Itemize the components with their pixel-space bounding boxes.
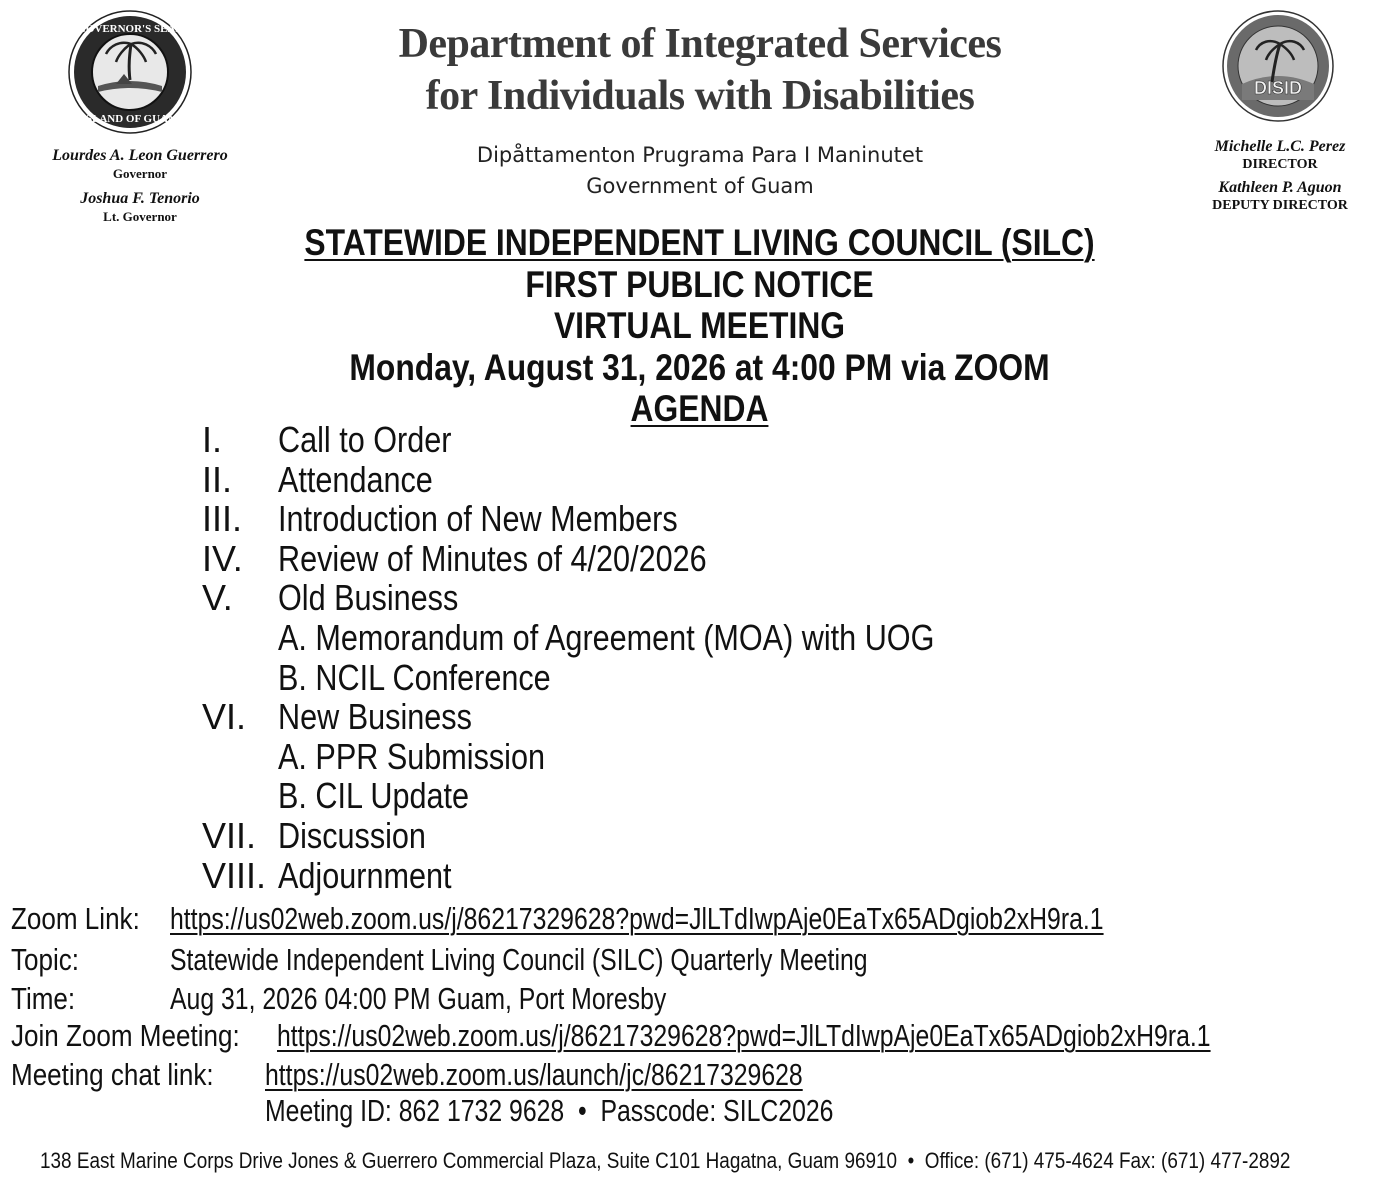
agenda-subitem: A. PPR Submission xyxy=(278,735,546,777)
agenda-subitem: B. CIL Update xyxy=(278,775,470,817)
chat-link-label: Meeting chat link: xyxy=(11,1057,214,1092)
passcode: Passcode: SILC2026 xyxy=(600,1093,834,1128)
governor-name: Lourdes A. Leon Guerrero xyxy=(52,147,228,164)
notice-type-heading: FIRST PUBLIC NOTICE xyxy=(525,264,874,305)
director-title: DIRECTOR xyxy=(1242,157,1318,172)
meeting-date-heading: Monday, August 31, 2026 at 4:00 PM via ZOOM xyxy=(349,347,1050,388)
agenda-item: IV. Review of Minutes of 4/20/2026 xyxy=(202,537,707,579)
director-name: Michelle L.C. Perez xyxy=(1214,138,1346,155)
time-label: Time: xyxy=(11,981,76,1016)
agenda-item: I. Call to Order xyxy=(202,419,452,460)
svg-text:DISID: DISID xyxy=(1253,78,1303,98)
agenda-item: VII. Discussion xyxy=(202,814,426,856)
lt-governor-title: Lt. Governor xyxy=(103,209,177,224)
department-title-line1: Department of Integrated Services xyxy=(398,21,1002,67)
agenda-list xyxy=(202,420,1102,895)
department-title-line2: for Individuals with Disabilities xyxy=(425,73,975,119)
disid-seal-logo xyxy=(1222,10,1334,122)
government-name: Government of Guam xyxy=(586,174,814,198)
deputy-director-title: DEPUTY DIRECTOR xyxy=(1212,198,1348,213)
department-subtitle xyxy=(380,140,1020,202)
agenda-item: II. Attendance xyxy=(202,458,433,500)
footer-address: 138 East Marine Corps Drive Jones & Guerrero Commercial Plaza, Suite C101 Hagatna, Guam 96910 xyxy=(40,1148,898,1173)
meeting-topic: Statewide Independent Living Council (SILC) Quarterly Meeting xyxy=(170,942,868,977)
zoom-link-label: Zoom Link: xyxy=(11,901,140,936)
agenda-item: V. Old Business xyxy=(202,577,459,619)
svg-text:ISLAND OF GUAM: ISLAND OF GUAM xyxy=(81,113,179,125)
chamorro-name: Dipåttamenton Prugrama Para I Maninutet xyxy=(476,143,924,167)
meeting-credentials xyxy=(265,1093,833,1129)
governor-title: Governor xyxy=(112,166,168,181)
lt-governor-name: Joshua F. Tenorio xyxy=(80,190,200,207)
meeting-type-heading: VIRTUAL MEETING xyxy=(553,305,846,346)
governors-seal-logo xyxy=(68,10,192,134)
meeting-id: Meeting ID: 862 1732 9628 xyxy=(265,1093,565,1128)
svg-text:GOVERNOR'S SEAL: GOVERNOR'S SEAL xyxy=(77,23,183,35)
meeting-chat-link[interactable]: https://us02web.zoom.us/launch/jc/86217329628 xyxy=(265,1057,803,1092)
footer-phones: Office: (671) 475-4624 Fax: (671) 477-2892 xyxy=(924,1148,1291,1173)
agenda-heading: AGENDA xyxy=(630,388,769,429)
council-heading: STATEWIDE INDEPENDENT LIVING COUNCIL (SILC) xyxy=(304,222,1095,263)
right-officials xyxy=(1180,137,1380,213)
topic-label: Topic: xyxy=(11,942,80,977)
agenda-subitem: A. Memorandum of Agreement (MOA) with UOG xyxy=(278,616,935,658)
department-title xyxy=(330,18,1070,122)
join-meeting-link[interactable]: https://us02web.zoom.us/j/86217329628?pwd=JlLTdIwpAje0EaTx65ADgiob2xH9ra.1 xyxy=(277,1018,1211,1053)
bullet-separator: • xyxy=(571,1093,594,1128)
agenda-subitem: B. NCIL Conference xyxy=(278,656,551,698)
bullet-separator: • xyxy=(902,1148,920,1173)
agenda-item: III. Introduction of New Members xyxy=(202,498,678,540)
agenda-item: VI. New Business xyxy=(202,696,472,738)
zoom-link[interactable]: https://us02web.zoom.us/j/86217329628?pwd=JlLTdIwpAje0EaTx65ADgiob2xH9ra.1 xyxy=(170,901,1104,936)
footer-contact xyxy=(40,1148,1291,1174)
left-officials xyxy=(20,146,260,224)
join-meeting-label: Join Zoom Meeting: xyxy=(11,1018,240,1053)
meeting-time: Aug 31, 2026 04:00 PM Guam, Port Moresby xyxy=(170,981,667,1016)
agenda-item: VIII. Adjournment xyxy=(202,854,452,896)
deputy-director-name: Kathleen P. Aguon xyxy=(1218,179,1342,196)
